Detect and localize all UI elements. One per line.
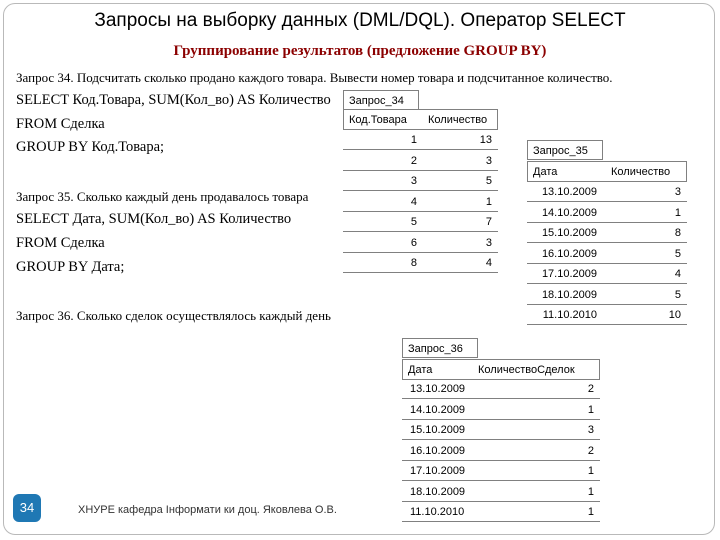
page-number-badge: 34 — [13, 494, 41, 522]
table-row — [343, 253, 498, 273]
table-34-col-qty: Количество — [428, 114, 488, 126]
table-row — [527, 285, 687, 305]
table-cell: 5 — [410, 216, 417, 228]
table-row — [343, 151, 498, 171]
query-35-sql-line-3: GROUP BY Дата; — [16, 259, 125, 275]
table-cell: 14.10.2009 — [541, 206, 597, 219]
table-cell: 1 — [485, 195, 492, 208]
table-36-header — [402, 359, 600, 380]
table-row — [402, 379, 600, 399]
table-row — [527, 182, 687, 202]
table-cell: 1 — [674, 206, 681, 219]
table-cell: 16.10.2009 — [541, 247, 597, 260]
query-34-description: Запрос 34. Подсчитать сколько продано каждого товара. Вывести номер товара и подсчитанное количество. — [16, 70, 613, 85]
table-35-col-date: Дата — [533, 166, 558, 178]
table-cell: 1 — [410, 134, 417, 146]
table-34-header — [343, 109, 498, 130]
table-34-col-code: Код.Товара — [349, 114, 407, 126]
footer-text: ХНУРЕ кафедра Інформати ки доц. Яковлева О.В. — [78, 504, 337, 516]
table-row — [343, 130, 498, 150]
table-cell: 15.10.2009 — [541, 227, 597, 239]
table-36-col-deals: КоличествоСделок — [478, 364, 575, 376]
table-35-col-qty: Количество — [611, 166, 671, 178]
table-cell: 3 — [485, 154, 492, 167]
table-cell: 3 — [485, 236, 492, 249]
table-cell: 15.10.2009 — [410, 424, 466, 436]
table-cell: 7 — [485, 216, 492, 228]
table-row — [343, 171, 498, 191]
table-row — [343, 233, 498, 253]
table-cell: 5 — [674, 247, 681, 260]
table-cell: 17.10.2009 — [410, 465, 466, 477]
slide-subtitle: Группирование результатов (предложение GROUP BY) — [173, 43, 547, 59]
table-row — [343, 212, 498, 232]
table-cell: 2 — [587, 444, 594, 457]
table-36-caption: Запрос_36 — [402, 338, 478, 358]
table-row — [402, 461, 600, 481]
table-35-header — [527, 161, 687, 182]
query-34-sql-line-1: SELECT Код.Товара, SUM(Кол_во) AS Количество — [16, 92, 331, 108]
table-cell: 8 — [410, 257, 417, 269]
table-row — [402, 502, 600, 522]
table-row — [527, 305, 687, 325]
table-cell: 4 — [674, 268, 681, 280]
table-36-col-date: Дата — [408, 364, 433, 376]
table-cell: 1 — [587, 403, 594, 416]
table-cell: 6 — [410, 236, 417, 249]
query-34-sql-line-3: GROUP BY Код.Товара; — [16, 139, 165, 155]
table-cell: 18.10.2009 — [410, 485, 466, 498]
table-cell: 3 — [410, 175, 417, 187]
table-row — [402, 482, 600, 502]
query-35-sql-line-2: FROM Сделка — [16, 235, 105, 251]
table-cell: 1 — [587, 506, 594, 518]
query-35-sql-line-1: SELECT Дата, SUM(Кол_во) AS Количество — [16, 211, 292, 227]
table-row — [402, 400, 600, 420]
table-cell: 3 — [587, 424, 594, 436]
table-cell: 4 — [485, 257, 492, 269]
table-cell: 4 — [410, 195, 417, 208]
table-cell: 16.10.2009 — [410, 444, 466, 457]
table-cell: 13.10.2009 — [541, 186, 597, 198]
query-34-sql-line-2: FROM Сделка — [16, 116, 105, 132]
table-row — [343, 192, 498, 212]
table-row — [527, 264, 687, 284]
table-cell: 8 — [674, 227, 681, 239]
table-35-caption: Запрос_35 — [527, 140, 603, 160]
table-cell: 11.10.2010 — [410, 506, 465, 518]
table-cell: 13.10.2009 — [410, 383, 466, 395]
table-cell: 5 — [674, 288, 681, 301]
query-36-description: Запрос 36. Сколько сделок осуществлялось каждый день — [16, 308, 331, 323]
table-cell: 2 — [587, 383, 594, 395]
query-35-description: Запрос 35. Сколько каждый день продавалось товара — [16, 189, 309, 204]
table-row — [402, 441, 600, 461]
table-cell: 1 — [587, 465, 594, 477]
table-cell: 1 — [587, 485, 594, 498]
slide-title: Запросы на выборку данных (DML/DQL). Оператор SELECT — [94, 10, 626, 31]
table-34-caption: Запрос_34 — [343, 90, 419, 110]
table-cell: 5 — [485, 175, 492, 187]
table-cell: 10 — [668, 309, 681, 321]
table-cell: 2 — [410, 154, 417, 167]
table-cell: 18.10.2009 — [541, 288, 597, 301]
table-row — [527, 203, 687, 223]
table-row — [402, 420, 600, 440]
table-cell: 13 — [479, 134, 492, 146]
table-cell: 14.10.2009 — [410, 403, 466, 416]
table-cell: 11.10.2010 — [542, 309, 597, 321]
table-cell: 17.10.2009 — [541, 268, 597, 280]
table-cell: 3 — [674, 186, 681, 198]
table-row — [527, 223, 687, 243]
table-row — [527, 244, 687, 264]
